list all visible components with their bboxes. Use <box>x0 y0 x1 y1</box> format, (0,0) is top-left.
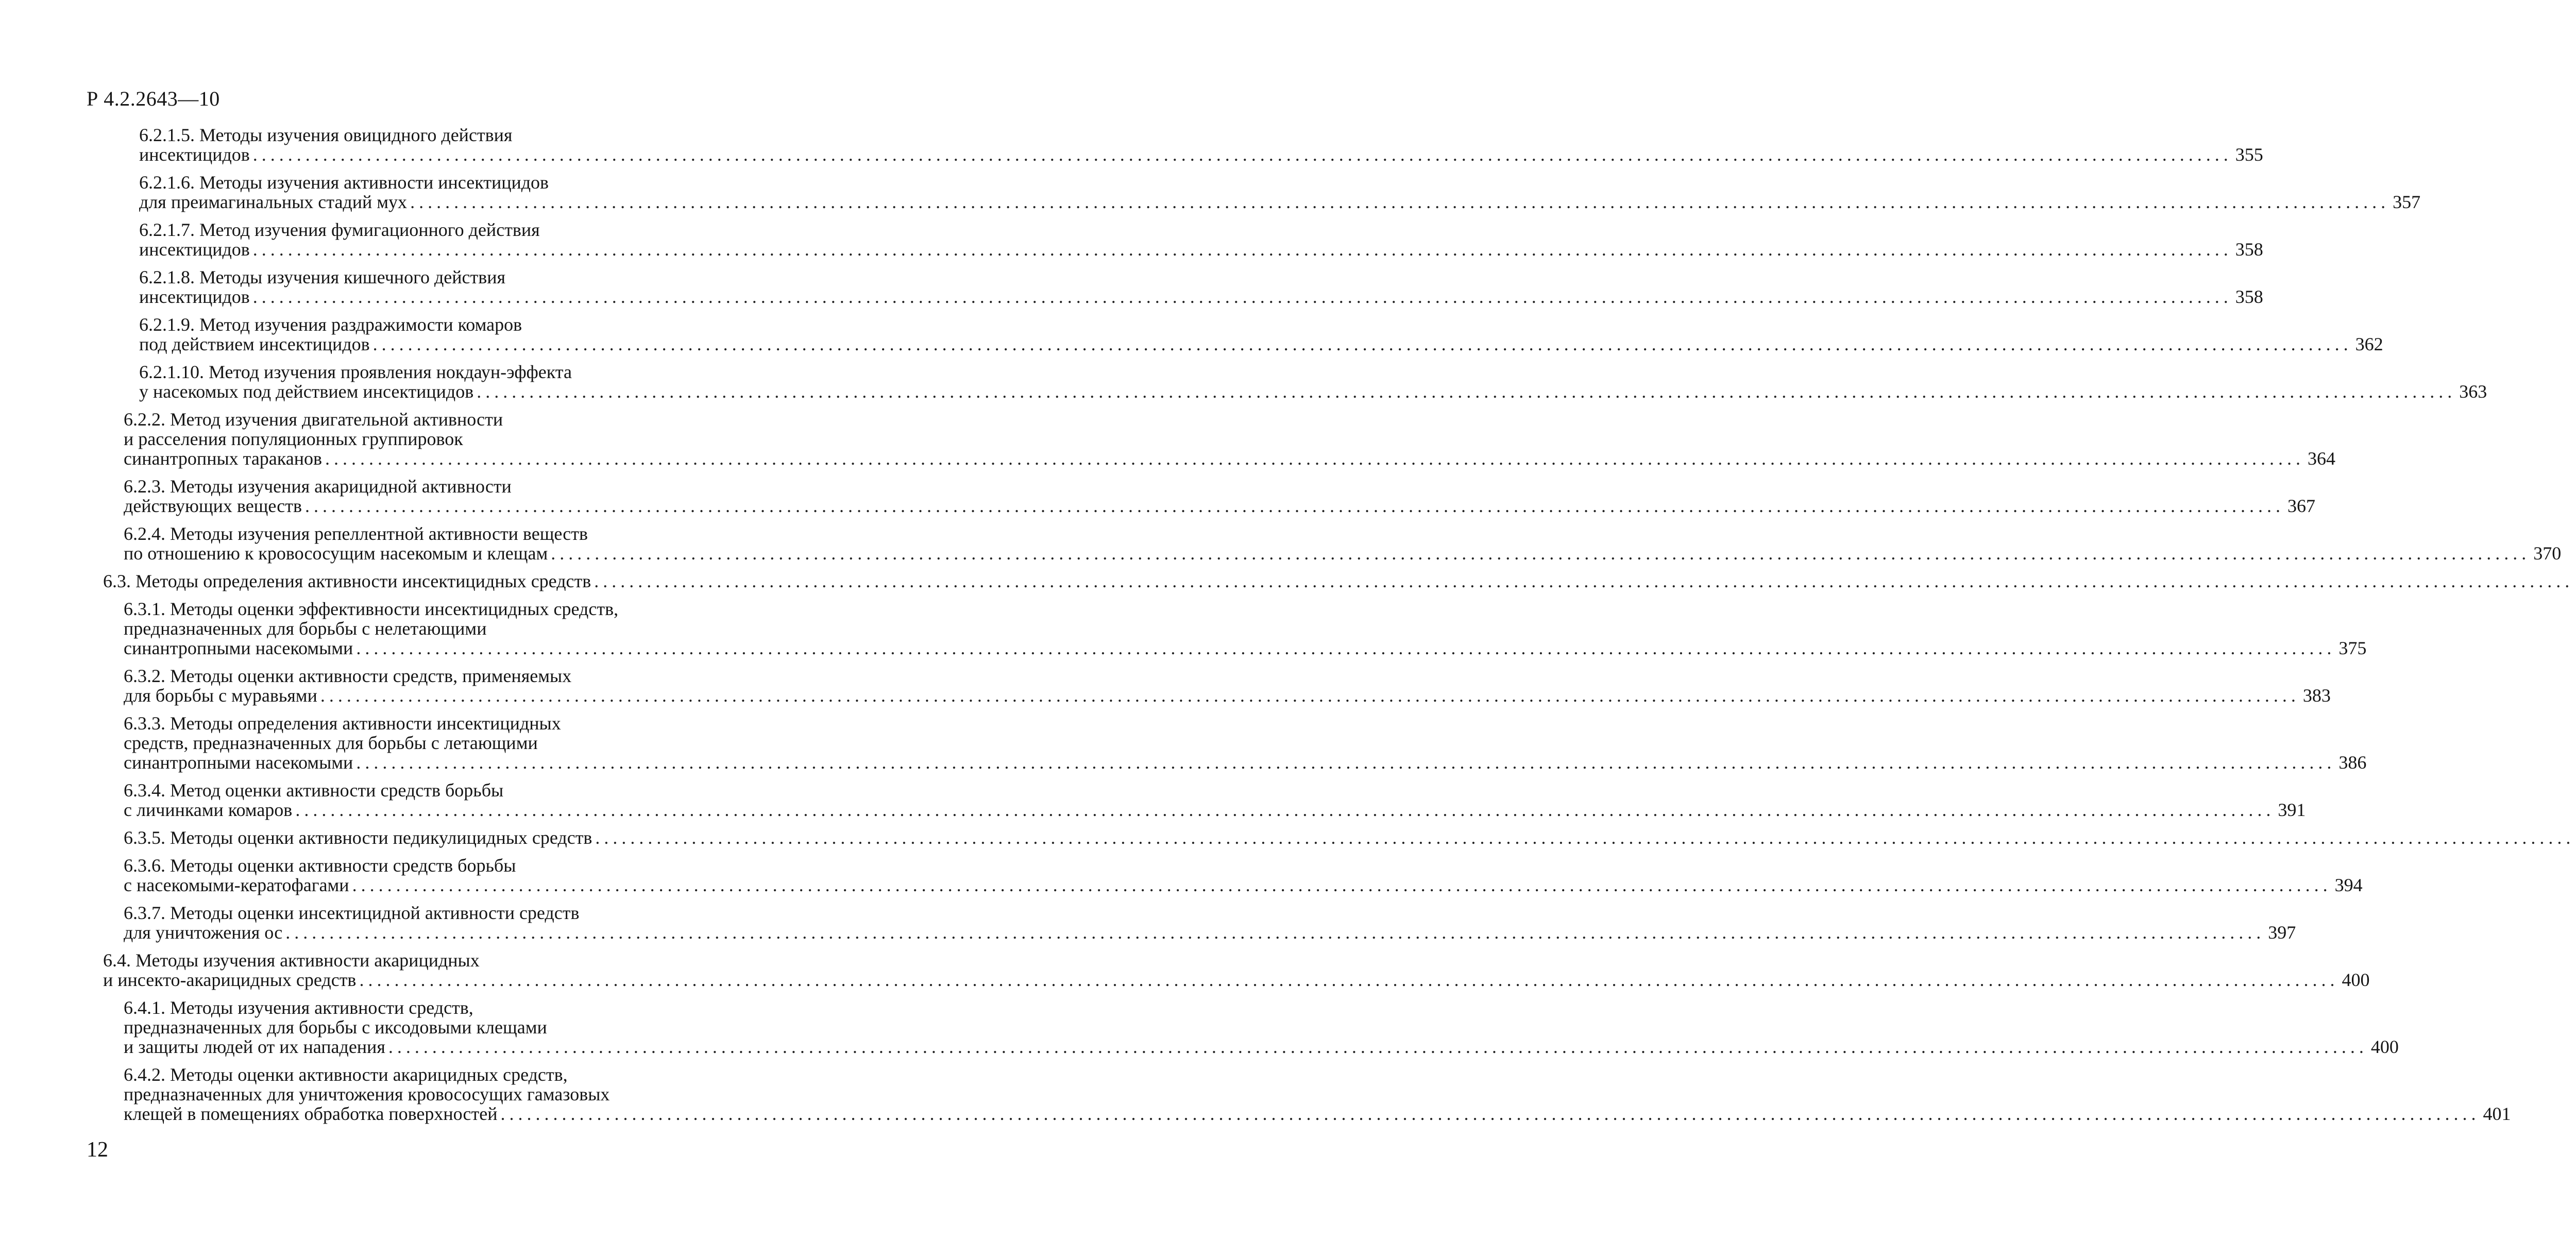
toc-entry-title-line: для преимагинальных стадий мух <box>139 192 408 212</box>
toc-entry-title-line: клещей в помещениях обработка поверхностей <box>124 1103 498 1124</box>
toc-entry-title-line: с насекомыми-кератофагами <box>124 875 349 895</box>
toc-page-number: 394 <box>2334 875 2363 895</box>
toc-page-number: 370 <box>2533 543 2562 564</box>
toc-page-number: 400 <box>2370 1036 2399 1057</box>
toc-entry-title-line: 6.3.6. Методы оценки активности средств борьбы <box>124 855 516 876</box>
toc-entry-title-line: действующих веществ <box>124 496 302 516</box>
toc-page-number: 357 <box>2393 192 2421 212</box>
toc-entry-title-line: 6.3. Методы определения активности инсектицидных средств <box>103 571 591 591</box>
dot-leader: .................................................................................................................................................................................................................................. <box>595 827 2575 848</box>
toc-entry-title-line: 6.3.3. Методы определения активности инсектицидных <box>124 713 561 734</box>
toc-entry-title-line: синантропных тараканов <box>124 448 322 469</box>
toc-entry-title-line: 6.3.7. Методы оценки инсектицидной активности средств <box>124 903 580 923</box>
toc-entry <box>124 476 2315 516</box>
toc-entry-last-line <box>124 1103 2511 1124</box>
toc-entry-title-line: у насекомых под действием инсектицидов <box>139 381 474 402</box>
toc-entry <box>124 523 2562 564</box>
toc-entry <box>124 713 2367 773</box>
toc-entry-last-line <box>124 875 2363 895</box>
toc-entry-title-line: 6.2.1.6. Методы изучения активности инсектицидов <box>139 172 549 193</box>
toc-entry-title-line: предназначенных для борьбы с нелетающими <box>124 618 487 639</box>
toc-entry <box>139 219 2263 260</box>
dot-leader: .................................................................................................................................................................................................................................. <box>551 543 2531 564</box>
toc-entry-title-line: 6.3.4. Метод оценки активности средств борьбы <box>124 780 504 801</box>
dot-leader: .................................................................................................................................................................................................................................. <box>352 875 2332 895</box>
dot-leader: .................................................................................................................................................................................................................................. <box>252 144 2232 165</box>
toc-entry-title-line: 6.2.1.8. Методы изучения кишечного действия <box>139 267 506 287</box>
toc-entry <box>103 571 2574 591</box>
toc-entry-title-line: предназначенных для уничтожения кровососущих гамазовых <box>124 1084 610 1104</box>
toc-entry <box>124 666 2331 706</box>
toc-entry <box>103 950 2370 990</box>
toc-entry <box>124 409 2335 469</box>
toc-entry-title-line: 6.2.4. Методы изучения репеллентной активности веществ <box>124 523 588 544</box>
toc-entry-title-line: 6.2.1.7. Метод изучения фумигационного действия <box>139 219 540 240</box>
toc-entry-title-line: для борьбы с муравьями <box>124 685 317 706</box>
dot-leader: .................................................................................................................................................................................................................................. <box>285 922 2265 943</box>
toc-page-number: 358 <box>2235 286 2263 307</box>
toc-entry <box>139 314 2383 354</box>
toc-entry-title-line: 6.4.1. Методы изучения активности средств, <box>124 997 473 1018</box>
toc-entry <box>139 125 2263 165</box>
toc-entry-title-line: и защиты людей от их нападения <box>124 1036 385 1057</box>
toc-entry-title-line: инсектицидов <box>139 286 250 307</box>
toc-entry <box>124 997 2399 1057</box>
toc-page-number: 358 <box>2235 239 2263 260</box>
toc-entry-last-line <box>139 381 2487 402</box>
toc-entry-title-line: инсектицидов <box>139 144 250 165</box>
toc-entry-title-line: 6.4. Методы изучения активности акарицидных <box>103 950 480 971</box>
toc-page-number: 400 <box>2342 970 2370 990</box>
dot-leader: .................................................................................................................................................................................................................................. <box>305 496 2284 516</box>
toc-entry-last-line <box>124 448 2335 469</box>
dot-leader: .................................................................................................................................................................................................................................. <box>252 239 2232 260</box>
toc-entry-title-line: синантропными насекомыми <box>124 638 353 658</box>
page-number: 12 <box>87 1138 108 1162</box>
toc-entry-last-line <box>124 685 2331 706</box>
toc-entry-last-line <box>124 752 2367 773</box>
dot-leader: .................................................................................................................................................................................................................................. <box>325 448 2304 469</box>
toc-page-number: 386 <box>2338 752 2367 773</box>
toc-entry-last-line <box>139 239 2263 260</box>
toc-entry-title-line: 6.4.2. Методы оценки активности акарицидных средств, <box>124 1064 568 1085</box>
dot-leader: .................................................................................................................................................................................................................................. <box>295 800 2275 820</box>
dot-leader: .................................................................................................................................................................................................................................. <box>594 571 2574 591</box>
toc-entry-last-line <box>124 496 2315 516</box>
dot-leader: .................................................................................................................................................................................................................................. <box>252 286 2232 307</box>
toc-entry-title-line: синантропными насекомыми <box>124 752 353 773</box>
toc-entry-last-line <box>124 638 2367 658</box>
table-of-contents <box>103 125 2575 1132</box>
toc-entry-title-line: инсектицидов <box>139 239 250 260</box>
toc-entry <box>124 780 2306 820</box>
dot-leader: .................................................................................................................................................................................................................................. <box>388 1036 2368 1057</box>
toc-entry <box>139 267 2263 307</box>
toc-page-number: 383 <box>2302 685 2331 706</box>
dot-leader: .................................................................................................................................................................................................................................. <box>356 752 2336 773</box>
toc-entry-title-line: 6.2.1.10. Метод изучения проявления нокдаун-эффекта <box>139 362 572 382</box>
toc-entry-title-line: 6.3.1. Методы оценки эффективности инсектицидных средств, <box>124 599 619 619</box>
dot-leader: .................................................................................................................................................................................................................................. <box>356 638 2336 658</box>
toc-entry <box>124 903 2296 943</box>
toc-entry-last-line <box>124 922 2296 943</box>
toc-entry <box>124 1064 2511 1124</box>
document-code-header: Р 4.2.2643—10 <box>87 87 220 110</box>
toc-entry-last-line <box>139 144 2263 165</box>
toc-entry-title-line: под действием инсектицидов <box>139 334 370 354</box>
toc-entry-last-line <box>124 827 2575 848</box>
toc-entry <box>124 855 2363 895</box>
toc-entry-last-line <box>103 970 2370 990</box>
dot-leader: .................................................................................................................................................................................................................................. <box>372 334 2352 354</box>
toc-entry-last-line <box>103 571 2574 591</box>
toc-entry-title-line: 6.2.3. Методы изучения акарицидной активности <box>124 476 512 497</box>
toc-entry-last-line <box>124 543 2562 564</box>
toc-page-number: 375 <box>2338 638 2367 658</box>
toc-page-number: 362 <box>2355 334 2383 354</box>
toc-entry-title-line: и расселения популяционных группировок <box>124 429 463 449</box>
toc-entry-last-line <box>124 800 2306 820</box>
toc-entry-title-line: 6.3.5. Методы оценки активности педикулицидных средств <box>124 827 592 848</box>
toc-entry-last-line <box>139 286 2263 307</box>
toc-entry-last-line <box>139 334 2383 354</box>
toc-entry <box>139 172 2421 212</box>
toc-entry-title-line: 6.2.1.5. Методы изучения овицидного действия <box>139 125 513 145</box>
dot-leader: .................................................................................................................................................................................................................................. <box>500 1103 2480 1124</box>
toc-entry-title-line: 6.2.2. Метод изучения двигательной активности <box>124 409 503 430</box>
toc-entry-title-line: предназначенных для борьбы с иксодовыми клещами <box>124 1017 547 1038</box>
dot-leader: .................................................................................................................................................................................................................................. <box>320 685 2300 706</box>
toc-entry-title-line: с личинками комаров <box>124 800 293 820</box>
toc-page-number: 401 <box>2483 1103 2511 1124</box>
toc-entry-title-line: средств, предназначенных для борьбы с летающими <box>124 733 538 753</box>
toc-entry-title-line: для уничтожения ос <box>124 922 283 943</box>
toc-entry <box>139 362 2487 402</box>
toc-page-number: 363 <box>2459 381 2487 402</box>
toc-page-number: 367 <box>2287 496 2315 516</box>
toc-entry-title-line: и инсекто-акарицидных средств <box>103 970 357 990</box>
dot-leader: .................................................................................................................................................................................................................................. <box>359 970 2339 990</box>
toc-entry-title-line: по отношению к кровососущим насекомым и клещам <box>124 543 548 564</box>
toc-entry-last-line <box>124 1036 2399 1057</box>
dot-leader: .................................................................................................................................................................................................................................. <box>477 381 2456 402</box>
toc-page-number: 397 <box>2268 922 2296 943</box>
dot-leader: .................................................................................................................................................................................................................................. <box>410 192 2390 212</box>
toc-entry-title-line: 6.3.2. Методы оценки активности средств, применяемых <box>124 666 572 686</box>
toc-page-number: 391 <box>2278 800 2306 820</box>
toc-page-number: 355 <box>2235 144 2263 165</box>
toc-entry <box>124 599 2367 658</box>
toc-entry-title-line: 6.2.1.9. Метод изучения раздражимости комаров <box>139 314 522 335</box>
toc-page-number: 364 <box>2307 448 2335 469</box>
toc-entry <box>124 827 2575 848</box>
toc-entry-last-line <box>139 192 2421 212</box>
toc-page-number <box>2573 571 2576 591</box>
